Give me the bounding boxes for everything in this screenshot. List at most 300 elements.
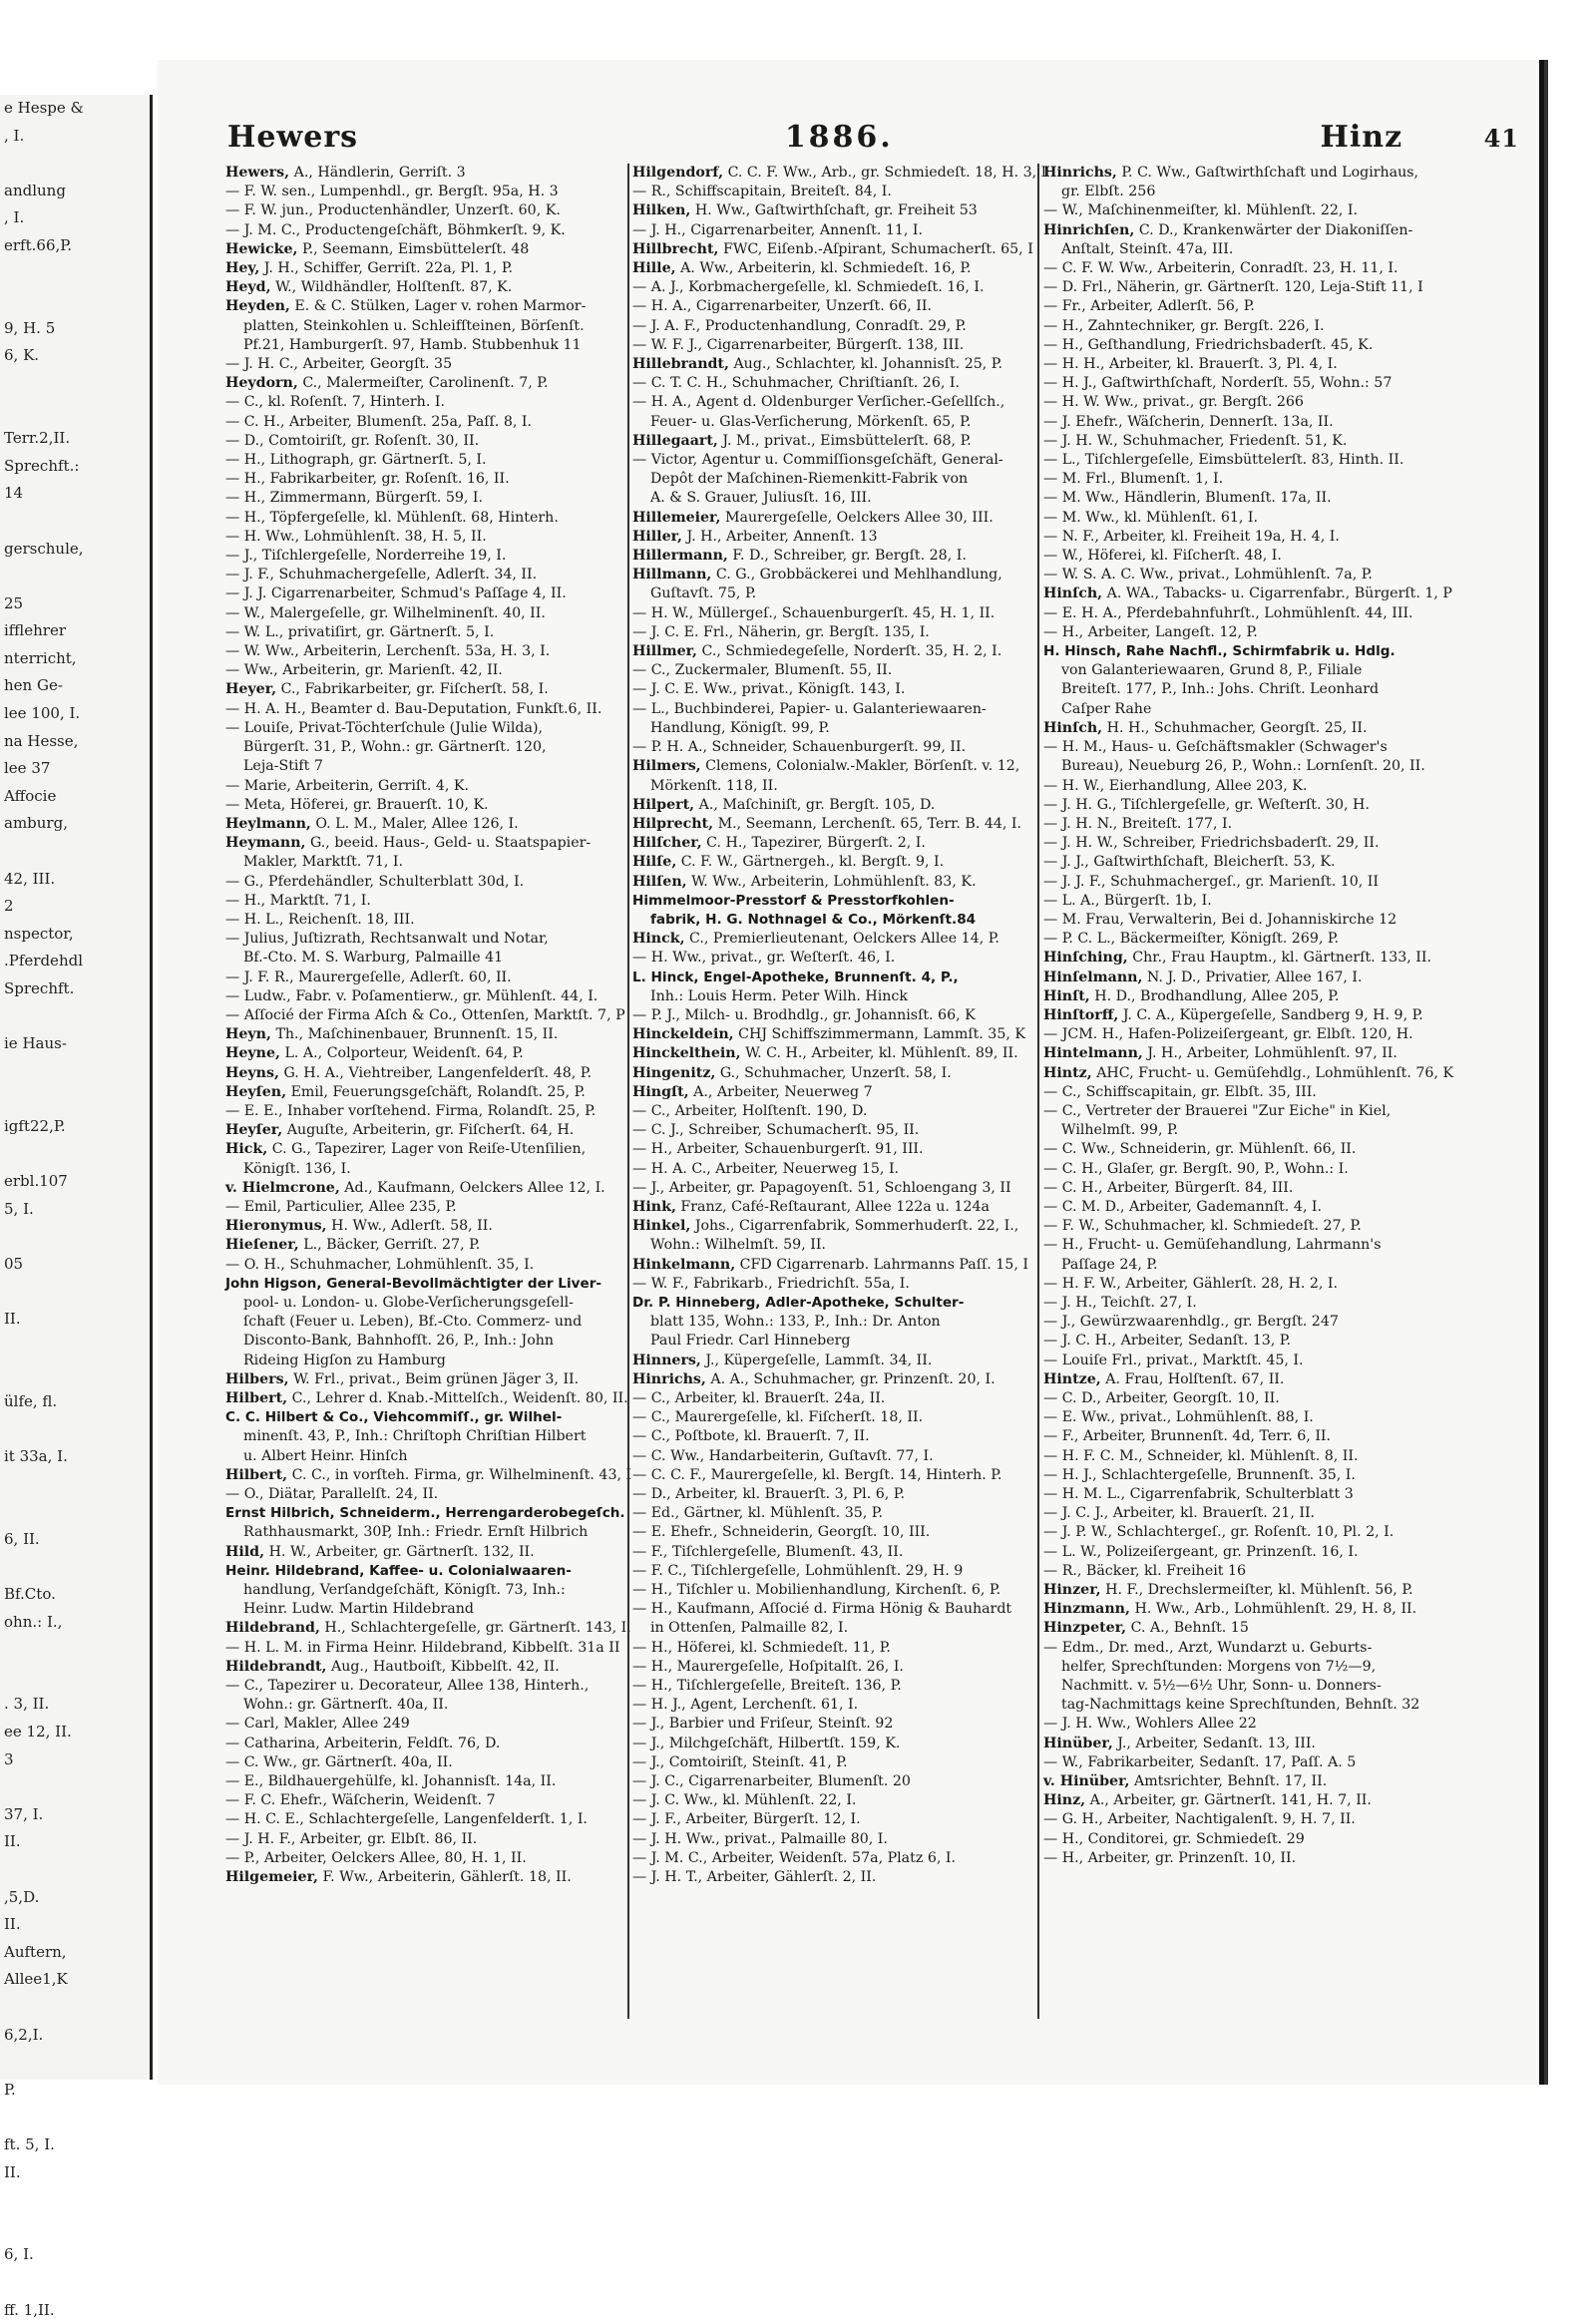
directory-entry (632, 680, 1031, 699)
entry-surname: Heyne, (225, 1045, 280, 1061)
prev-page-fragment: hen Ge- (0, 672, 150, 700)
entry-text: — C. T. C. H., Schuhmacher, Chriſtianſt. 26, I. (632, 375, 960, 391)
directory-entry (1043, 1581, 1512, 1600)
entry-text: — J. C. Ww., kl. Mühlenſt. 22, I. (632, 1792, 856, 1808)
entry-text: — E., Bildhauergehülfe, kl. Johannisſt. 14a, II. (225, 1773, 556, 1789)
entry-surname: Hinckelthein, (632, 1045, 741, 1061)
entry-text: — G., Pferdehändler, Schulterblatt 30d, I. (225, 874, 524, 890)
directory-entry (632, 1352, 1031, 1370)
entry-text: fabrik, H. G. Nothnagel & Co., Mörkenſt.84 (650, 912, 976, 928)
entry-text: — J. H. W., Schreiber, Friedrichsbaderſt. 29, II. (1043, 835, 1379, 851)
directory-entry (225, 297, 622, 316)
directory-entry (225, 566, 622, 584)
directory-entry (225, 1753, 622, 1772)
entry-text: — J., Tiſchlergeſelle, Norderreihe 19, I. (225, 548, 506, 564)
directory-entry (1043, 1217, 1512, 1236)
directory-entry (225, 853, 622, 872)
directory-entry (632, 336, 1031, 355)
entry-surname: Hinrichs, (1043, 165, 1117, 181)
entry-text: — Meta, Höferei, gr. Brauerſt. 10, K. (225, 797, 489, 813)
directory-entry (1043, 1275, 1512, 1294)
entry-text: Königſt. 136, I. (243, 1161, 351, 1177)
page-number: 41 (1484, 124, 1519, 153)
entry-text: A. & S. Grauer, Juliusſt. 16, III. (650, 490, 872, 506)
directory-entry (632, 700, 1031, 719)
prev-page-fragment: II. (0, 2159, 150, 2187)
entry-text: — Louiſe Frl., privat., Marktſt. 45, I. (1043, 1353, 1304, 1368)
entry-text: — J. M. C., Arbeiter, Weidenſt. 57a, Platz 6, I. (632, 1850, 956, 1866)
directory-entry (1043, 489, 1512, 508)
directory-entry (1043, 1849, 1512, 1868)
entry-text: — C., Arbeiter, Holſtenſt. 190, D. (632, 1103, 867, 1119)
directory-entry (225, 1504, 622, 1523)
directory-entry (225, 183, 622, 201)
directory-entry (632, 1830, 1031, 1849)
running-head-right-wrap (1321, 120, 1519, 155)
directory-entry (225, 987, 622, 1006)
entry-text: M., Seemann, Lerchenſt. 65, Terr. B. 44, I. (718, 816, 1021, 832)
directory-entry (225, 1523, 622, 1542)
prev-page-fragment: .Pferdehdl (0, 948, 150, 975)
entry-surname: Hinſch, (1043, 585, 1102, 601)
directory-entry (225, 1352, 622, 1370)
directory-entry (1043, 1791, 1512, 1810)
entry-text: Handlung, Königſt. 99, P. (650, 720, 830, 736)
directory-entry (225, 1849, 622, 1868)
entry-text: — J. C. J., Arbeiter, kl. Brauerſt. 21, II. (1043, 1505, 1315, 1521)
directory-entry (225, 164, 622, 183)
entry-text: A., Arbeiter, Neuerweg 7 (693, 1084, 872, 1100)
directory-entry (225, 278, 622, 297)
directory-entry (225, 949, 622, 968)
directory-entry (1043, 393, 1512, 412)
entry-text: von Galanteriewaaren, Grund 8, P., Filiale (1061, 662, 1362, 678)
entry-text: — Victor, Agentur u. Commiſſionsgeſchäft, General- (632, 452, 1003, 468)
entry-surname: Hillbrecht, (632, 241, 718, 257)
prev-page-fragment: Sprechft. (0, 975, 150, 1003)
entry-surname: Heylmann, (225, 816, 311, 832)
entry-text: Paſſage 24, P. (1061, 1257, 1158, 1273)
entry-text: Feuer- u. Glas-Verſicherung, Mörkenſt. 65, P. (650, 414, 971, 430)
entry-surname: Hildebrand, (225, 1620, 320, 1636)
directory-entry (225, 432, 622, 451)
entry-surname: Hillebrandt, (632, 356, 729, 372)
directory-entry (1043, 1696, 1512, 1715)
directory-entry (225, 1658, 622, 1677)
entry-text: H. Ww., Adlerſt. 58, II. (331, 1218, 493, 1234)
entry-text: — M. Frl., Blumenſt. 1, I. (1043, 471, 1223, 487)
directory-entry (225, 1236, 622, 1255)
entry-text: — J., Milchgeſchäft, Hilbertſt. 159, K. (632, 1736, 900, 1751)
entry-text: — W. F. J., Cigarrenarbeiter, Bürgerſt. 138, III. (632, 337, 964, 353)
directory-entry (225, 930, 622, 949)
entry-text: — W. L., privatiſirt, gr. Gärtnerſt. 5, I. (225, 624, 494, 640)
entry-surname: Hiller, (632, 529, 682, 545)
prev-page-fragment: ee 12, II. (0, 1719, 150, 1746)
entry-text: C. D., Krankenwärter der Diakoniſſen- (1139, 222, 1412, 238)
directory-entry (632, 719, 1031, 738)
directory-entry (1043, 1160, 1512, 1179)
entry-text: A. WA., Tabacks- u. Cigarrenfabr., Bürgerſt. 1, P (1107, 585, 1452, 601)
entry-text: — H. F. W., Arbeiter, Gählerſt. 28, H. 2, I. (1043, 1276, 1338, 1292)
entry-text: — W. S. A. C. Ww., privat., Lohmühlenſt. 7a, P. (1043, 567, 1373, 582)
directory-entry (1043, 297, 1512, 316)
prev-page-fragment (0, 1223, 150, 1251)
directory-entry (632, 1735, 1031, 1753)
directory-entry (1043, 221, 1512, 240)
directory-entry (225, 1581, 622, 1600)
entry-text: Amtsrichter, Behnſt. 17, II. (1134, 1773, 1327, 1789)
entry-surname: Hillmer, (632, 643, 697, 659)
column-2 (632, 164, 1031, 2049)
directory-entry (1043, 623, 1512, 642)
entry-text: — L. A., Bürgerſt. 1b, I. (1043, 893, 1212, 909)
directory-entry (225, 1447, 622, 1466)
entry-surname: Hewers, (225, 165, 289, 181)
directory-entry (1043, 374, 1512, 393)
directory-entry (1043, 451, 1512, 470)
entry-surname: Hinüber, (1043, 1736, 1113, 1751)
prev-page-fragment (0, 1058, 150, 1086)
directory-entry (225, 604, 622, 623)
entry-text: Paul Friedr. Carl Hinneberg (650, 1333, 851, 1349)
directory-entry (1043, 777, 1512, 796)
directory-entry (225, 1294, 622, 1313)
entry-text: H. W., Arbeiter, gr. Gärtnerſt. 132, II. (269, 1544, 535, 1560)
entry-text: — M. Frau, Verwalterin, Bei d. Johanniskirche 12 (1043, 912, 1396, 928)
entry-text: H., Schlachtergeſelle, gr. Gärtnerſt. 143, I. (324, 1620, 630, 1636)
column-1 (225, 164, 622, 2049)
entry-text: u. Albert Heinr. Hinſch (243, 1448, 407, 1464)
entry-text: G. H. A., Viehtreiber, Langenfelderſt. 48, P. (283, 1065, 592, 1081)
prev-page-fragment: nspector, (0, 921, 150, 949)
entry-text: — H. J., Schlachtergeſelle, Brunnenſt. 35, I. (1043, 1467, 1356, 1483)
entry-surname: Hingſt, (632, 1084, 689, 1100)
entry-text: — Aſſocié der Firma Aſch & Co., Ottenſen, Marktſt. 7, P (225, 1007, 625, 1023)
directory-entry (1043, 1064, 1512, 1083)
prev-page-fragment (0, 1141, 150, 1169)
prev-page-fragment: 05 (0, 1251, 150, 1279)
directory-entry (225, 1543, 622, 1562)
directory-entry (632, 1523, 1031, 1542)
entry-text: A., Maſchiniſt, gr. Bergſt. 105, D. (699, 797, 936, 813)
directory-entry (1043, 1753, 1512, 1772)
entry-text: C., Lehrer d. Knab.-Mittelſch., Weidenſt. 80, II. (292, 1390, 628, 1406)
prev-page-fragment: ,5,D. (0, 1884, 150, 1912)
entry-text: — H., Geſthandlung, Friedrichsbaderſt. 45, K. (1043, 337, 1373, 353)
prev-page-fragment (0, 1553, 150, 1581)
directory-entry (225, 1619, 622, 1638)
directory-entry (632, 1198, 1031, 1217)
directory-entry (225, 1064, 622, 1083)
directory-entry (1043, 1639, 1512, 1658)
entry-text: N. J. D., Privatier, Allee 167, I. (1147, 969, 1363, 985)
directory-entry (1043, 1619, 1512, 1638)
directory-entry (225, 1772, 622, 1791)
directory-entry (1043, 1658, 1512, 1677)
previous-page-edge (0, 95, 153, 2080)
entry-text: — F. W. jun., Productenhändler, Unzerſt. 60, K. (225, 202, 561, 218)
entry-text: helfer, Sprechſtunden: Morgens von 7½—9, (1061, 1659, 1376, 1675)
directory-entry (225, 1830, 622, 1849)
entry-surname: Hinzmann, (1043, 1601, 1130, 1617)
entry-text: — H., Arbeiter, gr. Prinzenſt. 10, II. (1043, 1850, 1296, 1866)
column-rule (1037, 164, 1039, 2019)
directory-entry (1043, 278, 1512, 297)
prev-page-fragment: P. (0, 2077, 150, 2105)
directory-entry (225, 1485, 622, 1504)
entry-text: — C. D., Arbeiter, Georgſt. 10, II. (1043, 1390, 1280, 1406)
directory-entry (632, 393, 1031, 412)
entry-text: O. L. M., Maler, Allee 126, I. (315, 816, 518, 832)
directory-entry (632, 1639, 1031, 1658)
entry-text: Dr. P. Hinneberg, Adler-Apotheke, Schulter- (632, 1295, 964, 1311)
directory-entry (1043, 164, 1512, 183)
entry-text: — L. W., Polizeiſergeant, gr. Prinzenſt. 16, I. (1043, 1544, 1358, 1560)
directory-entry (225, 815, 622, 834)
entry-surname: Heyſen, (225, 1084, 286, 1100)
entry-surname: Hillegaart, (632, 433, 718, 449)
entry-text: — W., Höferei, kl. Fiſcherſt. 48, I. (1043, 548, 1282, 564)
entry-text: — R., Bäcker, kl. Freiheit 16 (1043, 1563, 1246, 1579)
entry-text: — E. Ehefr., Schneiderin, Georgſt. 10, III. (632, 1524, 930, 1540)
directory-entry (225, 584, 622, 603)
entry-text: — C. H., Arbeiter, Bürgerſt. 84, III. (1043, 1180, 1293, 1196)
entry-surname: Hilſcher, (632, 835, 702, 851)
entry-text: — J. H., Cigarrenarbeiter, Annenſt. 11, I. (632, 222, 923, 238)
directory-entry (225, 873, 622, 892)
prev-page-fragment (0, 2214, 150, 2242)
directory-entry (1043, 1352, 1512, 1370)
entry-text: Makler, Marktſt. 71, I. (243, 854, 403, 870)
directory-entry (632, 834, 1031, 853)
entry-text: — H. Ww., privat., gr. Weſterſt. 46, I. (632, 950, 895, 966)
prev-page-fragment: 5, I. (0, 1196, 150, 1224)
directory-entry (632, 470, 1031, 489)
directory-entry (225, 968, 622, 987)
entry-text: Auguſte, Arbeiterin, gr. Fiſcherſt. 64, H. (287, 1122, 575, 1138)
directory-entry (632, 201, 1031, 220)
entry-text: — W., Maſchinenmeiſter, kl. Mühlenſt. 22, I. (1043, 202, 1358, 218)
entry-text: A. Ww., Arbeiterin, kl. Schmiedeſt. 16, P. (680, 260, 972, 276)
entry-text: — Ludw., Fabr. v. Poſamentierw., gr. Mühlenſt. 44, I. (225, 988, 598, 1004)
directory-entry (1043, 1772, 1512, 1791)
entry-surname: Hilpert, (632, 797, 694, 813)
entry-surname: Hilſe, (632, 854, 676, 870)
directory-entry (632, 1370, 1031, 1389)
directory-entry (1043, 1504, 1512, 1523)
entry-surname: Hieſener, (225, 1237, 299, 1253)
entry-text: Th., Maſchinenbauer, Brunnenſt. 15, II. (275, 1026, 558, 1042)
prev-page-fragment: Affocie (0, 783, 150, 811)
entry-text: Johs., Cigarrenfabrik, Sommerhuderſt. 22, I., (695, 1218, 1018, 1234)
directory-entry (225, 1121, 622, 1140)
directory-entry (1043, 1485, 1512, 1504)
entry-text: — E. Ww., privat., Lohmühlenſt. 88, I. (1043, 1409, 1314, 1425)
entry-text: — H. L., Reichenſt. 18, III. (225, 912, 415, 928)
entry-text: — H. W., Eierhandlung, Allee 203, K. (1043, 778, 1307, 794)
prev-page-fragment: ifflehrer (0, 617, 150, 645)
directory-entry (632, 1562, 1031, 1581)
entry-text: C. G., Grobbäckerei und Mehlhandlung, (716, 567, 1002, 582)
directory-entry (225, 470, 622, 489)
entry-text: in Ottenſen, Palmaille 82, I. (650, 1620, 848, 1636)
entry-text: — J. F., Arbeiter, Bürgerſt. 12, I. (632, 1811, 861, 1827)
prev-page-fragment (0, 563, 150, 590)
entry-surname: Hinzer, (1043, 1582, 1101, 1598)
directory-entry (632, 873, 1031, 892)
directory-entry (632, 317, 1031, 336)
directory-entry (1043, 1600, 1512, 1619)
entry-surname: Hild, (225, 1544, 264, 1560)
entry-surname: Hey, (225, 260, 259, 276)
directory-entry (1043, 470, 1512, 489)
directory-entry (632, 451, 1031, 470)
entry-text: J. H., Schiffer, Gerriſt. 22a, Pl. 1, P. (264, 260, 513, 276)
entry-surname: Hinrichſen, (1043, 222, 1134, 238)
entry-text: Franz, Café-Reſtaurant, Allee 122a u. 124a (680, 1199, 990, 1215)
entry-text: Heinr. Ludw. Martin Hildebrand (243, 1601, 474, 1617)
entry-text: C. F. W., Gärtnergeh., kl. Bergſt. 9, I. (681, 854, 944, 870)
directory-entry (225, 1408, 622, 1427)
prev-page-fragment: II. (0, 1911, 150, 1939)
entry-text: — C. M. D., Arbeiter, Gademannſt. 4, I. (1043, 1199, 1322, 1215)
entry-text: Ernst Hilbrich, Schneiderm., Herrengarderobegeſch. (225, 1505, 625, 1521)
directory-entry (225, 393, 622, 412)
entry-text: J., Küpergeſelle, Lammſt. 34, II. (705, 1353, 932, 1368)
entry-text: — H., Lithograph, gr. Gärtnerſt. 5, I. (225, 452, 487, 468)
entry-text: — O., Diätar, Parallelſt. 24, II. (225, 1486, 438, 1502)
entry-text: — H., Arbeiter, Schauenburgerſt. 91, III. (632, 1141, 924, 1157)
entry-text: — H., Fabrikarbeiter, gr. Roſenſt. 16, II. (225, 471, 510, 487)
entry-text: — C., kl. Roſenſt. 7, Hinterh. I. (225, 394, 445, 410)
directory-entry (632, 1121, 1031, 1140)
directory-entry (225, 757, 622, 776)
directory-entry (1043, 1102, 1512, 1121)
entry-text: — Carl, Makler, Allee 249 (225, 1716, 410, 1732)
entry-text: H. H., Schuhmacher, Georgſt. 25, II. (1107, 720, 1368, 736)
directory-entry (1043, 680, 1512, 699)
entry-surname: Heyns, (225, 1065, 279, 1081)
entry-text: Chr., Frau Hauptm., kl. Gärtnerſt. 133, II. (1132, 950, 1431, 966)
entry-text: — H. C. E., Schlachtergeſelle, Langenfelderſt. 1, I. (225, 1811, 588, 1827)
prev-page-fragment: na Hesse, (0, 728, 150, 756)
entry-text: Mörkenſt. 118, II. (650, 778, 778, 794)
entry-text: — H., Zahntechniker, gr. Bergſt. 226, I. (1043, 318, 1324, 334)
entry-text: H. Hinsch, Rahe Nachfl., Schirmfabrik u. Hdlg. (1043, 643, 1396, 659)
entry-text: — JCM. H., Hafen-Polizeiſergeant, gr. Elbſt. 120, H. (1043, 1026, 1413, 1042)
directory-entry (632, 1581, 1031, 1600)
directory-entry (632, 757, 1031, 776)
directory-entry (632, 1294, 1031, 1313)
directory-entry (225, 1810, 622, 1829)
prev-page-fragment (0, 1856, 150, 1884)
entry-text: — N. F., Arbeiter, kl. Freiheit 19a, H. 4, I. (1043, 529, 1340, 545)
prev-page-fragment (0, 1334, 150, 1361)
prev-page-fragment: lee 100, I. (0, 700, 150, 728)
entry-surname: Hintze, (1043, 1371, 1101, 1387)
directory-entry (225, 528, 622, 547)
entry-surname: Hintelmann, (1043, 1045, 1143, 1061)
entry-text: — F., Tiſchlergeſelle, Blumenſt. 43, II. (632, 1544, 903, 1560)
prev-page-fragment: igft22,P. (0, 1113, 150, 1141)
directory-entry (225, 738, 622, 757)
entry-text: — F. C., Tiſchlergeſelle, Lohmühlenſt. 29, H. 9 (632, 1563, 963, 1579)
prev-page-fragment: , I. (0, 204, 150, 232)
prev-page-fragment: 14 (0, 480, 150, 508)
prev-page-fragment (0, 1416, 150, 1444)
directory-entry (632, 1715, 1031, 1734)
entry-text: — C. Ww., Schneiderin, gr. Mühlenſt. 66, II. (1043, 1141, 1356, 1157)
entry-text: — H., Kaufmann, Aſſocié d. Firma Hönig & Bauhardt (632, 1601, 1011, 1617)
directory-entry (1043, 1677, 1512, 1696)
entry-text: Heinr. Hildebrand, Kaffee- u. Colonialwaaren- (225, 1563, 572, 1579)
directory-entry (632, 1332, 1031, 1351)
prev-page-fragment: ohn.: I., (0, 1609, 150, 1637)
entry-text: Himmelmoor-Presstorf & Presstorfkohlen- (632, 893, 955, 909)
entry-surname: Hinſelmann, (1043, 969, 1142, 985)
prev-page-fragment: 3 (0, 1746, 150, 1774)
entry-text: G., Schuhmacher, Unzerſt. 58, I. (720, 1065, 952, 1081)
directory-entry (1043, 1543, 1512, 1562)
directory-entry (1043, 1313, 1512, 1332)
entry-surname: Hieronymus, (225, 1218, 327, 1234)
directory-entry (632, 297, 1031, 316)
directory-entry (225, 1389, 622, 1408)
prev-page-fragment: ft. 5, I. (0, 2131, 150, 2159)
directory-entry (632, 1791, 1031, 1810)
directory-entry (632, 1600, 1031, 1619)
entry-text: — H. F. C. M., Schneider, kl. Mühlenſt. 8, II. (1043, 1448, 1359, 1464)
entry-text: H. D., Brodhandlung, Allee 205, P. (1094, 988, 1339, 1004)
directory-entry (1043, 1179, 1512, 1198)
entry-text: C. A., Behnſt. 15 (1131, 1620, 1249, 1636)
entry-text: A., Händlerin, Gerriſt. 3 (294, 165, 466, 181)
directory-entry (225, 719, 622, 738)
entry-text: Ad., Kaufmann, Oelckers Allee 12, I. (344, 1180, 604, 1196)
directory-entry (225, 240, 622, 259)
entry-text: — C. F. W. Ww., Arbeiterin, Conradſt. 23, H. 11, I. (1043, 260, 1398, 276)
directory-entry (1043, 317, 1512, 336)
directory-entry (225, 201, 622, 220)
directory-entry (1043, 1198, 1512, 1217)
directory-entry (225, 489, 622, 508)
entry-surname: Hinck, (632, 931, 685, 947)
entry-text: C. G., Tapezirer, Lager von Reiſe-Utenſilien, (272, 1141, 586, 1157)
entry-text: — M. Ww., kl. Mühlenſt. 61, I. (1043, 510, 1258, 526)
directory-entry (225, 1140, 622, 1159)
entry-text: — C., Arbeiter, kl. Brauerſt. 24a, II. (632, 1390, 885, 1406)
entry-text: — J. F., Schuhmachergeſelle, Adlerſt. 34, II. (225, 567, 537, 582)
entry-surname: Hinſching, (1043, 950, 1128, 966)
directory-entry (1043, 1523, 1512, 1542)
entry-text: — C. H., Glaſer, gr. Bergſt. 90, P., Wohn.: I. (1043, 1161, 1349, 1177)
entry-text: W. Ww., Arbeiterin, Lohmühlenſt. 83, K. (691, 874, 976, 890)
entry-text: F. D., Schreiber, gr. Bergſt. 28, I. (732, 548, 966, 564)
directory-entry (632, 547, 1031, 566)
entry-text: — H. J., Gaſtwirthſchaft, Norderſt. 55, Wohn.: 57 (1043, 375, 1392, 391)
directory-entry (1043, 183, 1512, 201)
entry-text: W., Wildhändler, Holſtenſt. 87, K. (275, 279, 512, 295)
directory-entry (632, 1696, 1031, 1715)
entry-text: John Higson, General-Bevollmächtigter der Liver- (225, 1276, 601, 1292)
entry-text: C., Premierlieutenant, Oelckers Allee 14, P. (689, 931, 999, 947)
directory-entry (1043, 1294, 1512, 1313)
directory-entry (632, 1868, 1031, 1887)
directory-entry (225, 1715, 622, 1734)
directory-entry (632, 777, 1031, 796)
entry-text: — W., Malergeſelle, gr. Wilhelminenſt. 40, II. (225, 605, 546, 621)
